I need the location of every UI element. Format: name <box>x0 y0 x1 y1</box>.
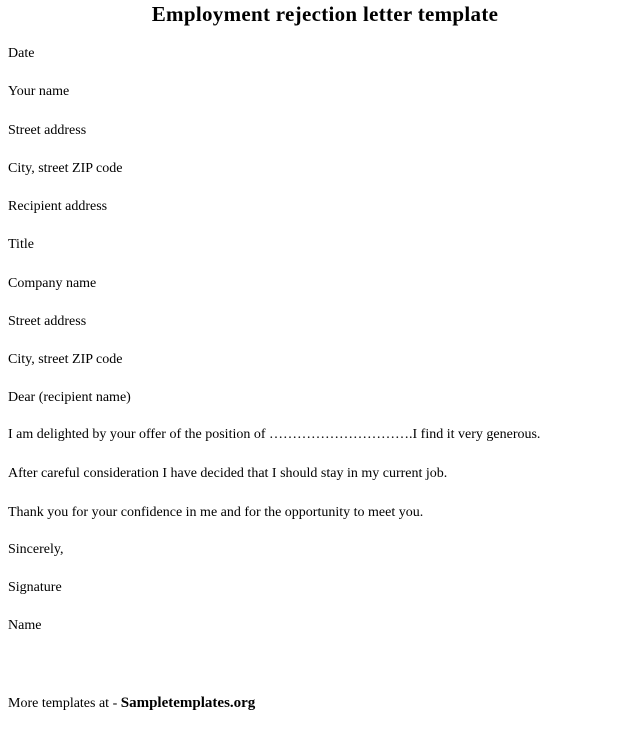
footer-prefix: More templates at - <box>8 696 121 711</box>
closing-line: Sincerely, <box>8 542 64 557</box>
paragraph-thanks: Thank you for your confidence in me and for the opportunity to meet you. <box>8 505 424 520</box>
paragraph-offer: I am delighted by your offer of the position of ………………………….I find it very generous. <box>8 427 541 442</box>
salutation-line: Dear (recipient name) <box>8 390 131 405</box>
recipient-city-zip-line: City, street ZIP code <box>8 352 123 367</box>
sender-street-address-line: Street address <box>8 123 87 138</box>
sender-city-zip-line: City, street ZIP code <box>8 161 123 176</box>
page-title: Employment rejection letter template <box>151 2 499 26</box>
company-name-line: Company name <box>8 276 97 291</box>
signature-line: Signature <box>8 580 62 595</box>
footer <box>8 694 255 713</box>
name-line: Name <box>8 618 42 633</box>
recipient-street-address-line: Street address <box>8 314 87 329</box>
recipient-title-line: Title <box>8 237 34 252</box>
date-line: Date <box>8 46 35 61</box>
your-name-line: Your name <box>8 84 70 99</box>
footer-site-link[interactable]: Sampletemplates.org <box>120 695 256 711</box>
paragraph-decision: After careful consideration I have decided that I should stay in my current job. <box>8 466 448 481</box>
recipient-address-line: Recipient address <box>8 199 108 214</box>
